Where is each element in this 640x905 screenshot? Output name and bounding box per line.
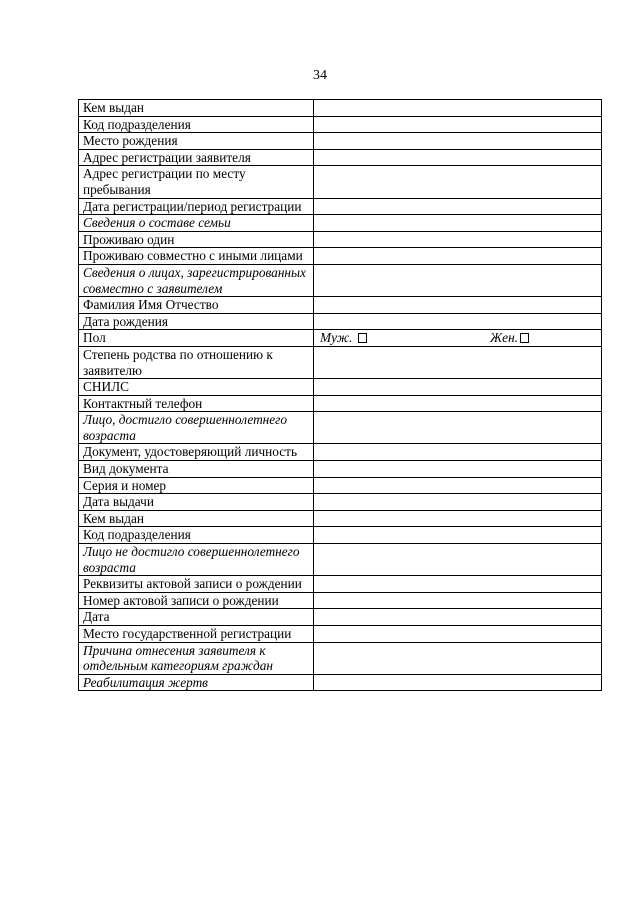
field-label: Степень родства по отношению к заявителю — [79, 346, 314, 378]
form-row — [79, 544, 602, 576]
field-label: Вид документа — [79, 461, 314, 478]
field-value[interactable] — [314, 444, 602, 461]
field-label: Номер актовой записи о рождении — [79, 592, 314, 609]
form-row — [79, 166, 602, 198]
gender-cell — [314, 330, 602, 347]
form-row — [79, 494, 602, 511]
form-row — [79, 116, 602, 133]
field-value[interactable] — [314, 198, 602, 215]
field-label: Дата рождения — [79, 313, 314, 330]
field-value[interactable] — [314, 576, 602, 593]
page-number: 34 — [313, 68, 327, 83]
field-value[interactable] — [314, 297, 602, 314]
form-row — [79, 609, 602, 626]
form-row — [79, 592, 602, 609]
form-row — [79, 461, 602, 478]
field-value[interactable] — [314, 395, 602, 412]
field-value[interactable] — [314, 674, 602, 691]
field-label: Место государственной регистрации — [79, 626, 314, 643]
field-label: Причина отнесения заявителя к отдельным категориям граждан — [79, 642, 314, 674]
field-label: Контактный телефон — [79, 395, 314, 412]
gender-male-option — [320, 330, 367, 346]
field-value[interactable] — [314, 116, 602, 133]
field-label: Проживаю совместно с иными лицами — [79, 248, 314, 265]
form-row — [79, 248, 602, 265]
form-row — [79, 527, 602, 544]
form-row — [79, 297, 602, 314]
field-value[interactable] — [314, 215, 602, 232]
field-value[interactable] — [314, 592, 602, 609]
field-value[interactable] — [314, 346, 602, 378]
field-label: Проживаю один — [79, 231, 314, 248]
field-value[interactable] — [314, 412, 602, 444]
field-value[interactable] — [314, 642, 602, 674]
gender-male-checkbox[interactable] — [358, 333, 367, 343]
form-row — [79, 626, 602, 643]
field-label: Дата регистрации/период регистрации — [79, 198, 314, 215]
field-label: Лицо не достигло совершеннолетнего возраста — [79, 544, 314, 576]
form-row — [79, 510, 602, 527]
field-value[interactable] — [314, 510, 602, 527]
field-value[interactable] — [314, 544, 602, 576]
field-label: Место рождения — [79, 133, 314, 150]
form-row — [79, 477, 602, 494]
field-value[interactable] — [314, 379, 602, 396]
form-row — [79, 330, 602, 347]
form-row — [79, 576, 602, 593]
form-row — [79, 313, 602, 330]
field-label: Фамилия Имя Отчество — [79, 297, 314, 314]
form-row — [79, 642, 602, 674]
field-value[interactable] — [314, 264, 602, 296]
field-value[interactable] — [314, 313, 602, 330]
form-row — [79, 198, 602, 215]
gender-male-label: Муж. — [320, 330, 353, 346]
field-label: Реабилитация жертв — [79, 674, 314, 691]
form-row — [79, 379, 602, 396]
application-form-table — [78, 99, 602, 691]
field-label: Документ, удостоверяющий личность — [79, 444, 314, 461]
field-value[interactable] — [314, 166, 602, 198]
field-label: Дата выдачи — [79, 494, 314, 511]
form-row — [79, 674, 602, 691]
field-value[interactable] — [314, 231, 602, 248]
field-value[interactable] — [314, 477, 602, 494]
field-label: Пол — [79, 330, 314, 347]
field-label: Кем выдан — [79, 510, 314, 527]
field-value[interactable] — [314, 626, 602, 643]
form-row — [79, 412, 602, 444]
field-label: Лицо, достигло совершеннолетнего возраста — [79, 412, 314, 444]
form-row — [79, 395, 602, 412]
form-row — [79, 149, 602, 166]
form-row — [79, 133, 602, 150]
field-label: СНИЛС — [79, 379, 314, 396]
field-label: Код подразделения — [79, 527, 314, 544]
field-value[interactable] — [314, 527, 602, 544]
gender-female-label: Жен. — [490, 330, 519, 346]
field-label: Кем выдан — [79, 100, 314, 117]
field-label: Сведения о составе семьи — [79, 215, 314, 232]
field-value[interactable] — [314, 100, 602, 117]
field-label: Адрес регистрации по месту пребывания — [79, 166, 314, 198]
field-label: Код подразделения — [79, 116, 314, 133]
field-label: Реквизиты актовой записи о рождении — [79, 576, 314, 593]
form-row — [79, 264, 602, 296]
form-row — [79, 215, 602, 232]
field-label: Серия и номер — [79, 477, 314, 494]
field-label: Дата — [79, 609, 314, 626]
field-label: Сведения о лицах, зарегистрированных совместно с заявителем — [79, 264, 314, 296]
field-value[interactable] — [314, 609, 602, 626]
gender-female-option — [490, 330, 529, 346]
form-row — [79, 100, 602, 117]
field-value[interactable] — [314, 494, 602, 511]
gender-female-checkbox[interactable] — [520, 333, 529, 343]
form-row — [79, 231, 602, 248]
form-row — [79, 346, 602, 378]
form-row — [79, 444, 602, 461]
field-value[interactable] — [314, 133, 602, 150]
field-value[interactable] — [314, 149, 602, 166]
field-label: Адрес регистрации заявителя — [79, 149, 314, 166]
field-value[interactable] — [314, 248, 602, 265]
field-value[interactable] — [314, 461, 602, 478]
